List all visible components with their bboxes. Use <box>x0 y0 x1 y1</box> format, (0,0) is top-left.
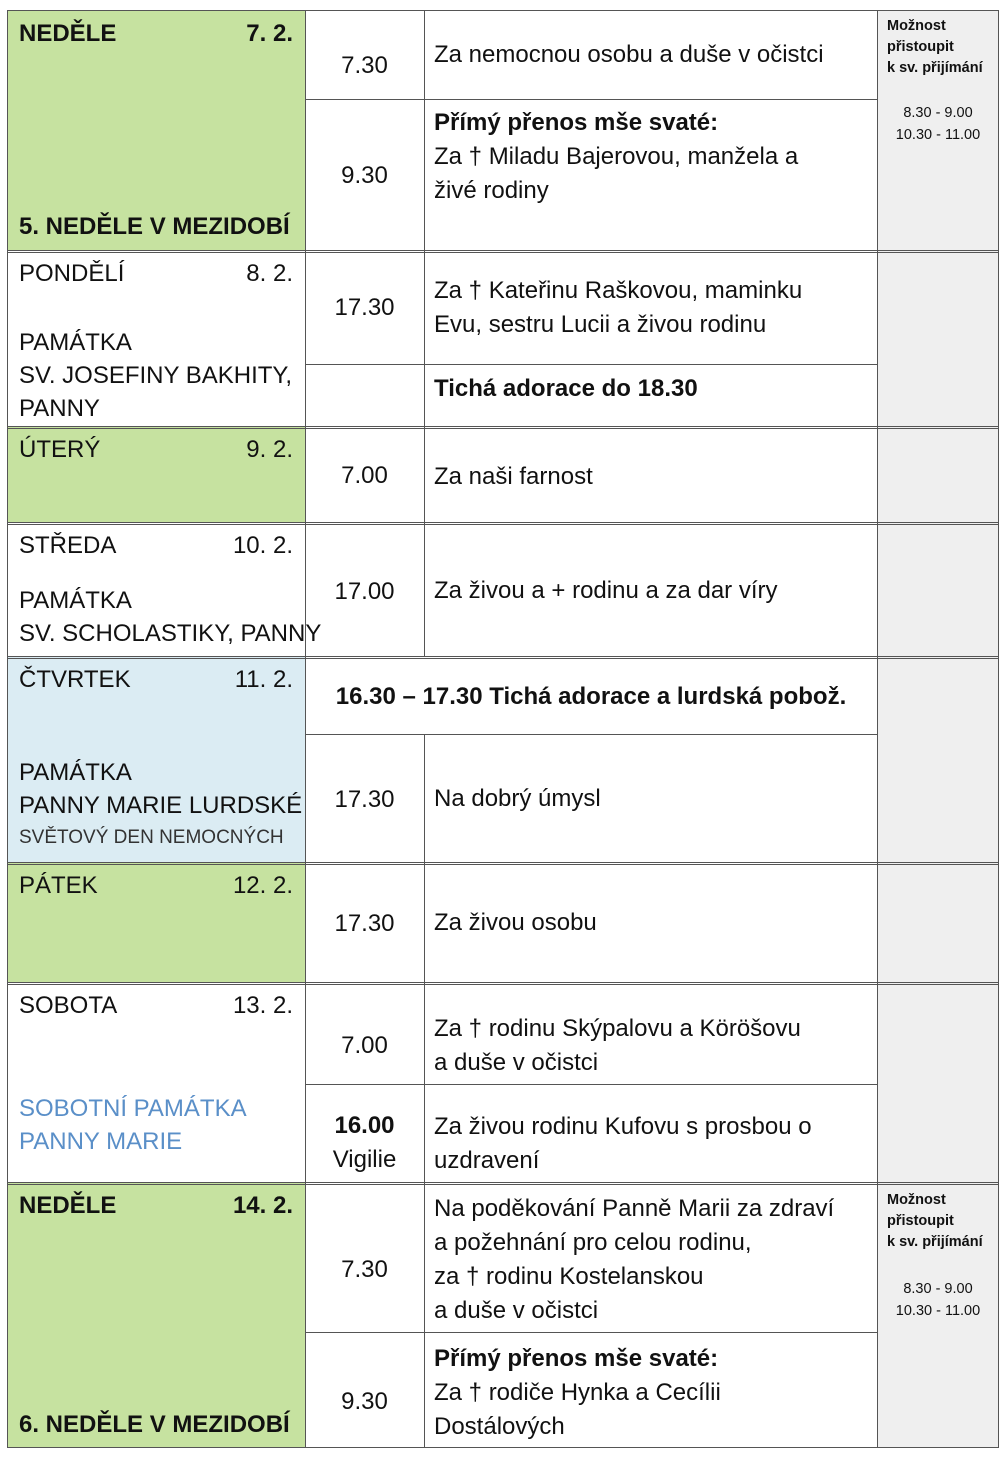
mass-time: 7.00 <box>341 462 388 489</box>
mass-intention: Na poděkování Panně Marii za zdraví a požehnání pro celou rodinu, za † rodinu Kostelanskou a duše v očistci <box>434 1195 835 1324</box>
day-date: 14. 2. <box>232 1192 293 1219</box>
day-block-tuesday-9-2 <box>7 426 999 522</box>
mass-intention: Přímý přenos mše svaté: Za † Miladu Bajerovou, manžela a živé rodiny <box>434 106 874 208</box>
day-block-sunday-14-2 <box>7 1182 999 1448</box>
day-name: NEDĚLE <box>19 20 117 47</box>
communion-slots: 8.30 - 9.00 10.30 - 11.00 <box>895 1281 981 1319</box>
day-name: ČTVRTEK <box>19 666 131 693</box>
communion-label: Možnost přistoupit k sv. přijímání <box>887 18 983 76</box>
day-title: 6. NEDĚLE V MEZIDOBÍ <box>19 1411 290 1438</box>
mass-schedule-table <box>7 10 999 1448</box>
communion-cell <box>877 862 999 982</box>
mass-time: 7.30 <box>341 52 388 79</box>
communion-cell <box>877 656 999 862</box>
day-date: 7. 2. <box>246 20 293 47</box>
day-title: PAMÁTKA PANNY MARIE LURDSKÉ <box>19 759 303 819</box>
mass-intention: Za † Kateřinu Raškovou, maminku Evu, sestru Lucii a živou rodinu <box>434 277 803 338</box>
mass-intention: Za živou a + rodinu a za dar víry <box>434 577 778 604</box>
adoration-text: 16.30 – 17.30 Tichá adorace a lurdská pobož. <box>335 683 847 710</box>
day-block-wednesday-10-2 <box>7 522 999 656</box>
day-date: 13. 2. <box>232 992 293 1019</box>
communion-cell <box>877 426 999 522</box>
day-title: PAMÁTKA SV. JOSEFINY BAKHITY, PANNY <box>19 329 292 422</box>
mass-time: 16.00 <box>334 1112 395 1139</box>
day-date: 8. 2. <box>246 260 293 287</box>
day-date: 10. 2. <box>232 532 293 559</box>
adoration-text: Tichá adorace do 18.30 <box>434 375 698 402</box>
day-title: 5. NEDĚLE V MEZIDOBÍ <box>19 213 290 240</box>
broadcast-heading: Přímý přenos mše svaté: <box>434 109 719 136</box>
mass-time: 7.30 <box>341 1256 388 1283</box>
mass-intention: Přímý přenos mše svaté: Za † rodiče Hynka a Cecílii Dostálových <box>434 1342 874 1444</box>
day-date: 9. 2. <box>246 436 293 463</box>
mass-intention: Za živou rodinu Kufovu s prosbou o uzdravení <box>434 1113 812 1174</box>
day-name: PONDĚLÍ <box>19 260 125 287</box>
communion-slots: 8.30 - 9.00 10.30 - 11.00 <box>895 105 981 143</box>
mass-time: 17.30 <box>334 910 395 937</box>
mass-intention: Za živou osobu <box>434 909 597 936</box>
mass-time: 17.30 <box>334 786 395 813</box>
communion-label: Možnost přistoupit k sv. přijímání <box>887 1192 983 1250</box>
day-title: PAMÁTKA SV. SCHOLASTIKY, PANNY <box>19 587 322 647</box>
day-name: ÚTERÝ <box>19 436 101 463</box>
day-title: SOBOTNÍ PAMÁTKA PANNY MARIE <box>19 1095 247 1155</box>
communion-cell <box>877 982 999 1182</box>
day-block-thursday-11-2 <box>7 656 999 862</box>
mass-intention: Za nemocnou osobu a duše v očistci <box>434 41 824 68</box>
mass-time: 17.30 <box>334 294 395 321</box>
vigil-label: Vigilie <box>332 1146 397 1173</box>
mass-time: 17.00 <box>334 578 395 605</box>
communion-cell <box>877 522 999 656</box>
day-block-sunday-7-2 <box>7 10 999 250</box>
mass-intention: Za † rodinu Skýpalovu a Köröšovu a duše v očistci <box>434 1015 801 1076</box>
mass-time: 9.30 <box>341 1388 388 1415</box>
mass-time: 9.30 <box>341 162 388 189</box>
day-name: SOBOTA <box>19 992 118 1019</box>
day-name: NEDĚLE <box>19 1192 117 1219</box>
day-cell <box>7 10 305 250</box>
day-block-friday-12-2 <box>7 862 999 982</box>
day-date: 11. 2. <box>234 666 293 693</box>
communion-cell <box>877 250 999 426</box>
mass-intention: Na dobrý úmysl <box>434 785 601 812</box>
day-block-saturday-13-2 <box>7 982 999 1182</box>
mass-time: 7.00 <box>341 1032 388 1059</box>
notice-text: SVĚTOVÝ DEN NEMOCNÝCH <box>19 827 284 848</box>
day-block-monday-8-2 <box>7 250 999 426</box>
broadcast-heading: Přímý přenos mše svaté: <box>434 1345 719 1372</box>
day-name: PÁTEK <box>19 872 98 899</box>
day-date: 12. 2. <box>232 872 293 899</box>
day-name: STŘEDA <box>19 532 117 559</box>
mass-intention: Za naši farnost <box>434 463 593 490</box>
